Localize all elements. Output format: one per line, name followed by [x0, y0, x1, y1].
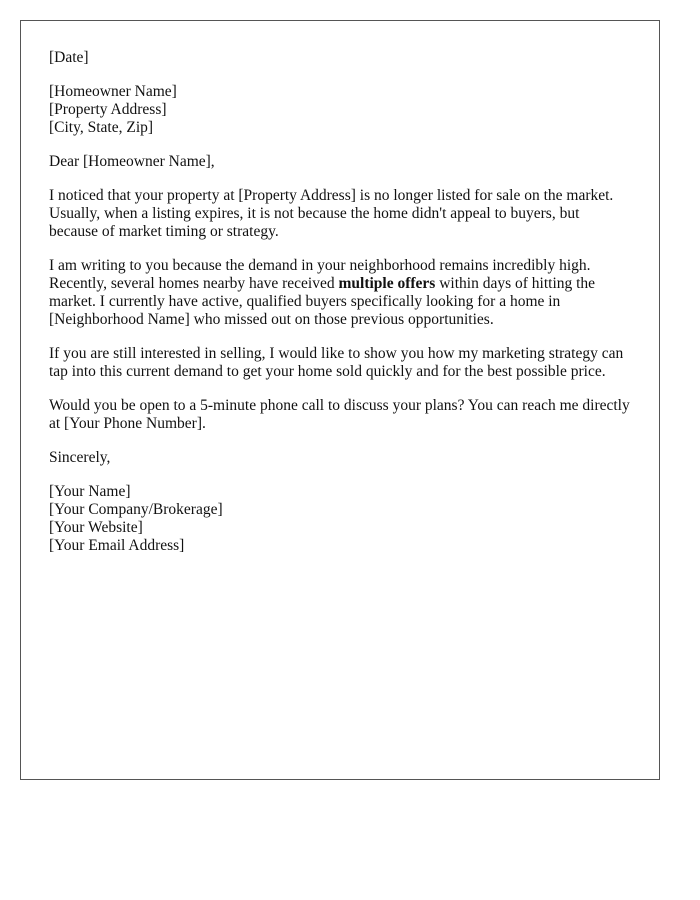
sender-website: [Your Website] — [49, 519, 143, 536]
body-paragraph-1: I noticed that your property at [Property Address] is no longer listed for sale on the market. Usually, when a listing expires, it is not because the home didn't appeal to buyers, but because of market timing or strategy. — [49, 187, 614, 240]
sender-name: [Your Name] — [49, 483, 131, 500]
signature-block — [49, 483, 631, 555]
paragraph-2-text-start: I am writing to you because the demand in your neighborhood remains incredibly high. Recently, several homes nearby have received — [49, 257, 591, 292]
recipient-address: [Property Address] — [49, 101, 167, 118]
closing-block — [49, 449, 631, 467]
paragraph-2-text-end: within days of hitting the market. I currently have active, qualified buyers specifically looking for a home in [Neighborhood Name] who missed out on those previous opportunities. — [49, 275, 596, 328]
salutation-block — [49, 153, 631, 171]
multiple-offers-emphasis: multiple offers — [338, 275, 436, 292]
letter-page — [20, 20, 660, 780]
body-paragraph-3: If you are still interested in selling, I would like to show you how my marketing strategy can tap into this current demand to get your home sold quickly and for the best possible price. — [49, 345, 624, 380]
recipient-city-state-zip: [City, State, Zip] — [49, 119, 154, 136]
recipient-address-block — [49, 83, 631, 137]
date-block — [49, 49, 631, 67]
letter-date: [Date] — [49, 49, 89, 66]
recipient-name: [Homeowner Name] — [49, 83, 177, 100]
body-paragraph-2 — [49, 257, 631, 329]
closing: Sincerely, — [49, 449, 111, 466]
salutation: Dear [Homeowner Name], — [49, 153, 215, 170]
sender-email: [Your Email Address] — [49, 537, 185, 554]
body-paragraph-4: Would you be open to a 5-minute phone call to discuss your plans? You can reach me directly at [Your Phone Number]. — [49, 397, 630, 432]
sender-company: [Your Company/Brokerage] — [49, 501, 223, 518]
